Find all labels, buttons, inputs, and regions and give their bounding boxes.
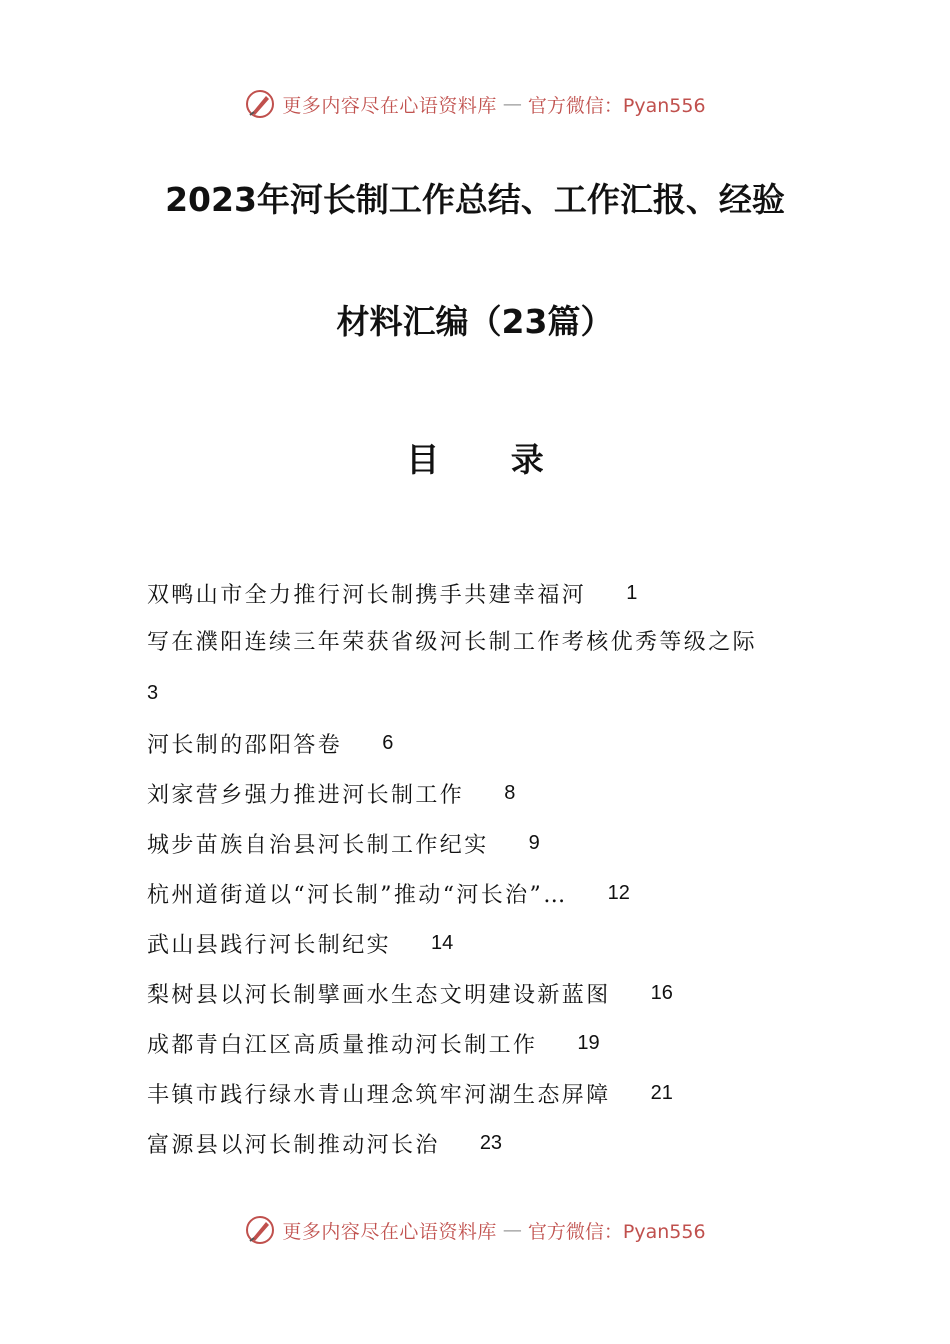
toc-item-title: 河长制的邵阳答卷 (147, 732, 343, 758)
toc-item-page: 14 (431, 931, 454, 954)
toc-item-title: 丰镇市践行绿水青山理念筑牢河湖生态屏障 (147, 1082, 611, 1108)
watermark-text: 更多内容尽在心语资料库 (282, 1220, 497, 1243)
toc-item[interactable] (147, 868, 827, 918)
toc-item-page: 8 (504, 781, 516, 804)
toc-item-page: 21 (650, 1081, 673, 1104)
toc-item[interactable] (147, 768, 827, 818)
toc-item-page: 3 (147, 682, 159, 704)
quill-pen-logo-icon (244, 1214, 276, 1246)
watermark-group (244, 1214, 705, 1246)
toc-item[interactable] (147, 1068, 827, 1118)
watermark-separator: — (502, 93, 522, 115)
footer-watermark (0, 1210, 950, 1250)
toc-item[interactable] (147, 568, 827, 618)
toc-item-page: 19 (577, 1031, 600, 1054)
toc-item-page: 23 (479, 1131, 503, 1154)
toc-heading: 目 录 (406, 440, 574, 479)
toc-item-title: 城步苗族自治县河长制工作纪实 (147, 832, 489, 858)
toc-item-page: 12 (607, 881, 630, 904)
document-title-line1: 2023年河长制工作总结、工作汇报、经验 (165, 180, 785, 219)
toc-item-title: 杭州道街道以“河长制”推动“河长治”… (147, 882, 568, 908)
toc-item-page: 9 (528, 831, 540, 854)
watermark-separator: — (502, 1219, 522, 1241)
toc-item-page: 16 (650, 981, 673, 1004)
watermark-group (244, 88, 705, 120)
toc-item-page: 1 (626, 581, 638, 604)
watermark-wechat: 官方微信：Pyan556 (527, 94, 706, 117)
toc-item-page: 6 (382, 731, 394, 754)
toc-item-title: 刘家营乡强力推进河长制工作 (147, 782, 465, 808)
header-watermark (0, 84, 950, 124)
toc-item-title: 双鸭山市全力推行河长制携手共建幸福河 (147, 582, 587, 608)
toc-item[interactable] (147, 918, 827, 968)
table-of-contents (147, 568, 827, 1168)
watermark-text: 更多内容尽在心语资料库 (282, 94, 497, 117)
toc-item[interactable] (147, 1018, 827, 1068)
toc-item[interactable] (147, 618, 827, 718)
toc-item[interactable] (147, 968, 827, 1018)
toc-item-title: 梨树县以河长制擘画水生态文明建设新蓝图 (147, 982, 611, 1008)
toc-item-title: 成都青白江区高质量推动河长制工作 (147, 1032, 538, 1058)
toc-item-title: 写在濮阳连续三年荣获省级河长制工作考核优秀等级之际 (147, 630, 758, 655)
toc-item[interactable] (147, 718, 827, 768)
toc-item[interactable] (147, 1118, 827, 1168)
document-title-line2: 材料汇编（23篇） (336, 302, 614, 341)
quill-pen-logo-icon (244, 88, 276, 120)
toc-item-title: 武山县践行河长制纪实 (147, 932, 392, 958)
toc-item[interactable] (147, 818, 827, 868)
toc-item-title: 富源县以河长制推动河长治 (147, 1132, 440, 1158)
watermark-wechat: 官方微信：Pyan556 (527, 1220, 706, 1243)
